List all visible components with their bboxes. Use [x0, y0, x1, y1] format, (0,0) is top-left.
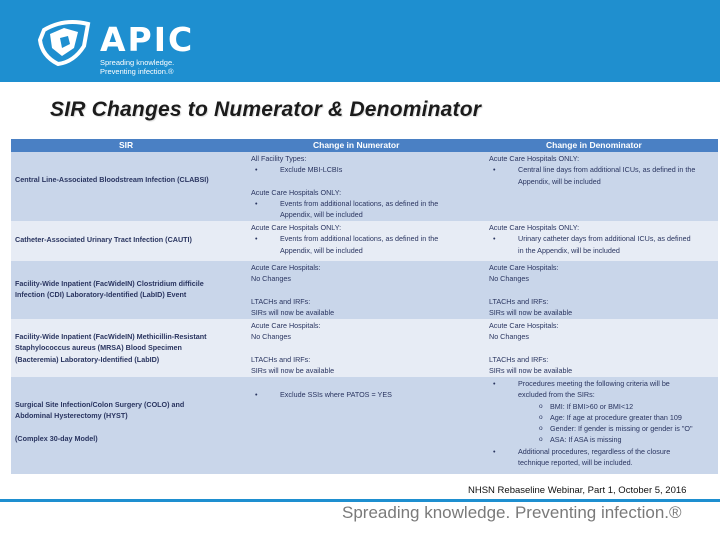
sir-line: Abdominal Hysterectomy (HYST): [15, 411, 128, 421]
cell-line: Acute Care Hospitals:: [489, 321, 559, 330]
logo-wordmark: APIC: [100, 20, 195, 59]
table-row: [11, 221, 718, 261]
header-band-right: [470, 0, 720, 82]
header-numerator: Change in Numerator: [313, 140, 400, 150]
cell-line: LTACHs and IRFs:: [489, 296, 549, 306]
sub-bullet-item: o Gender: If gender is missing or gender is "O": [489, 423, 717, 434]
header-denominator: Change in Denominator: [546, 140, 642, 150]
cell-line: Appendix, will be included: [280, 245, 363, 255]
sub-bullet-item: o Age: If age at procedure greater than 109: [489, 412, 717, 423]
cell-line: SIRs will now be available: [489, 366, 573, 376]
cell-line: No Changes: [489, 274, 529, 284]
header-sir: SIR: [119, 140, 134, 150]
cell-line: No Changes: [251, 274, 291, 284]
numerator-cell: [251, 153, 483, 221]
bullet-item: • Central line days from additional ICUs, as defined in the: [489, 164, 717, 175]
numerator-cell: [251, 389, 483, 400]
sir-line: Catheter-Associated Urinary Tract Infection (CAUTI): [15, 235, 192, 244]
footer-divider: [0, 499, 720, 502]
numerator-cell: [251, 222, 483, 256]
sir-cell: [15, 278, 245, 301]
table-row: [11, 152, 718, 221]
cell-line: No Changes: [489, 332, 529, 342]
sir-cell: [15, 174, 245, 185]
denominator-cell: [489, 153, 717, 187]
cell-line: [251, 285, 483, 296]
cell-line: LTACHs and IRFs:: [489, 354, 549, 364]
cell-line: SIRs will now be available: [251, 308, 335, 318]
cell-line: LTACHs and IRFs:: [251, 354, 311, 364]
bullet-item: • Exclude SSIs where PATOS = YES: [251, 389, 483, 400]
bullet-item: • Events from additional locations, as defined in the: [251, 233, 483, 244]
cell-line: Acute Care Hospitals ONLY:: [251, 187, 342, 197]
sir-line: (Complex 30-day Model): [15, 433, 98, 443]
cell-line: All Facility Types:: [251, 154, 307, 163]
numerator-cell: [251, 262, 483, 318]
cell-line: Acute Care Hospitals ONLY:: [489, 223, 580, 232]
cell-line: LTACHs and IRFs:: [251, 296, 311, 306]
sir-line: Central Line-Associated Bloodstream Infection (CLABSI): [15, 175, 209, 184]
bullet-item: • Urinary catheter days from additional ICUs, as defined: [489, 233, 717, 244]
bullet-item: • Events from additional locations, as defined in the: [251, 198, 483, 209]
numerator-cell: [251, 320, 483, 376]
table-row: [11, 319, 718, 377]
cell-line: excluded from the SIRs:: [518, 390, 595, 400]
cell-line: Acute Care Hospitals:: [251, 263, 321, 272]
sir-line: Surgical Site Infection/Colon Surgery (COLO) and: [15, 400, 185, 409]
cell-line: [251, 343, 483, 354]
footer-webinar-note: NHSN Rebaseline Webinar, Part 1, October 5, 2016: [468, 485, 687, 496]
bullet-item: • Exclude MBI-LCBIs: [251, 164, 483, 175]
denominator-cell: [489, 320, 717, 376]
cell-line: in the Appendix, will be included: [518, 245, 620, 255]
sir-line: [15, 422, 245, 433]
sir-line: Facility-Wide Inpatient (FacWideIN) Methicillin-Resistant: [15, 332, 207, 341]
sir-cell: [15, 399, 245, 444]
cell-line: Acute Care Hospitals:: [251, 321, 321, 330]
sir-line: Staphylococcus aureus (MRSA) Blood Specimen: [15, 343, 182, 353]
denominator-cell: [489, 262, 717, 318]
denominator-cell: [489, 222, 717, 256]
cell-line: SIRs will now be available: [251, 366, 335, 376]
bullet-item: • Procedures meeting the following criteria will be: [489, 378, 717, 389]
cell-line: [251, 176, 483, 187]
sir-changes-table: [11, 139, 718, 474]
cell-line: [489, 285, 717, 296]
sir-line: Facility-Wide Inpatient (FacWideIN) Clostridium difficile: [15, 279, 204, 288]
table-row: [11, 377, 718, 474]
denominator-cell: [489, 378, 717, 468]
sub-bullet-item: o BMI: If BMI>60 or BMI<12: [489, 401, 717, 412]
cell-line: Appendix, will be included: [280, 210, 363, 220]
cell-line: Acute Care Hospitals:: [489, 263, 559, 272]
cell-line: Appendix, will be included: [518, 176, 601, 186]
cell-line: No Changes: [251, 332, 291, 342]
cell-line: Acute Care Hospitals ONLY:: [251, 223, 342, 232]
cell-line: Acute Care Hospitals ONLY:: [489, 154, 580, 163]
sir-cell: [15, 234, 245, 245]
table-header-row: [11, 139, 718, 152]
cell-line: SIRs will now be available: [489, 308, 573, 318]
cell-line: technique reported, will be included.: [518, 458, 633, 468]
logo-tagline: Spreading knowledge. Preventing infection.®: [100, 58, 175, 76]
apic-logo: [34, 14, 204, 78]
cell-line: [489, 343, 717, 354]
slide-title: SIR Changes to Numerator & Denominator: [50, 98, 482, 121]
bullet-item: • Additional procedures, regardless of the closure: [489, 446, 717, 457]
sub-bullet-item: o ASA: If ASA is missing: [489, 434, 717, 445]
sir-line: (Bacteremia) Laboratory-Identified (LabID): [15, 354, 160, 364]
sir-line: Infection (CDI) Laboratory-Identified (LabID) Event: [15, 290, 187, 300]
footer-tagline: Spreading knowledge. Preventing infection.®: [342, 503, 682, 522]
table-row: [11, 261, 718, 319]
apic-shield-icon: [34, 16, 96, 68]
sir-cell: [15, 331, 245, 365]
